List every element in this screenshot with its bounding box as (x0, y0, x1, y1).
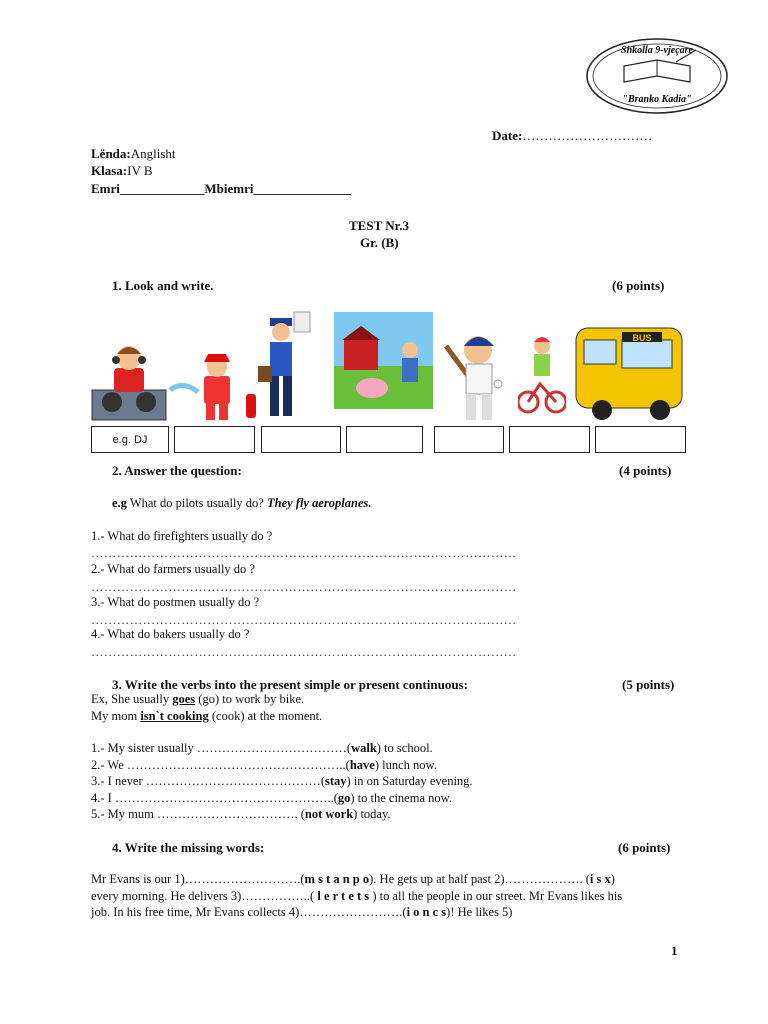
ex2-heading: 2. Answer the question: (112, 463, 242, 478)
ex2-question-2: 2.- What do farmers usually do ? (91, 562, 255, 576)
answer-box-3[interactable] (261, 426, 341, 453)
ex1-points: (6 points) (612, 278, 665, 293)
answer-box-4[interactable] (346, 426, 423, 453)
ex2-example: e.g What do pilots usually do? They fly aeroplanes. (112, 496, 372, 510)
date-field: Date:………………………… (492, 128, 653, 143)
test-title: TEST Nr.3 (349, 218, 409, 233)
ex3-example-1: Ex, She usually goes (go) to work by bike. (91, 692, 305, 706)
ex3-points: (5 points) (622, 677, 675, 692)
ex2-points: (4 points) (619, 463, 672, 478)
ex3-item-1[interactable]: 1.- My sister usually ………………………………(walk) to school. (91, 741, 433, 755)
ex4-paragraph-line-2[interactable]: every morning. He delivers 3)……………..( l e r t e t s ) to all the people in our street. Mr Evans likes his (91, 889, 623, 903)
dj-picture (90, 342, 168, 424)
answer-box-5[interactable] (434, 426, 504, 453)
subject-row: Lënda:Anglisht (91, 146, 176, 161)
logo-top-text: Shkolla 9-vjeçare (621, 45, 693, 56)
answer-box-1[interactable]: e.g. DJ (91, 426, 169, 453)
test-group: Gr. (B) (360, 235, 399, 250)
class-row: Klasa:IV B (91, 163, 153, 178)
ex4-heading: 4. Write the missing words: (112, 840, 265, 855)
ex2-answer-line-3[interactable]: ……………………………………………………………………………………… (91, 613, 517, 627)
ex4-points: (6 points) (618, 840, 671, 855)
farm-picture (334, 312, 433, 409)
ex2-question-1: 1.- What do firefighters usually do ? (91, 529, 273, 543)
ex2-question-3: 3.- What do postmen usually do ? (91, 595, 260, 609)
page-number: 1 (671, 943, 678, 958)
firefighter-picture (168, 350, 262, 424)
ex2-answer-line-4[interactable]: ……………………………………………………………………………………… (91, 645, 517, 659)
ex4-paragraph-line-1[interactable]: Mr Evans is our 1)……………………….(m s t a n p o). He gets up at half past 2)………………. (i s x) (91, 872, 615, 886)
answer-box-6[interactable] (509, 426, 590, 453)
answer-box-7[interactable] (595, 426, 686, 453)
logo-bottom-text: "Branko Kadia" (622, 94, 692, 105)
ex3-item-4[interactable]: 4.- I ……………………………………………..(go) to the cinema now. (91, 791, 452, 805)
answer-box-2[interactable] (174, 426, 255, 453)
svg-text:BUS: BUS (632, 333, 652, 343)
cyclist-picture (518, 332, 566, 418)
ex3-heading: 3. Write the verbs into the present simple or present continuous: (112, 677, 468, 692)
baseball-player-picture (442, 328, 508, 424)
ex3-item-2[interactable]: 2.- We ……………………………………………..(have) lunch now. (91, 758, 437, 772)
ex4-paragraph-line-3[interactable]: job. In his free time, Mr Evans collects 4)…………………….(i o n c s)! He likes 5) (91, 905, 513, 919)
ex2-answer-line-2[interactable]: ……………………………………………………………………………………… (91, 580, 517, 594)
ex2-question-4: 4.- What do bakers usually do ? (91, 627, 250, 641)
name-row: Emri_____________Mbiemri_______________ (91, 181, 351, 196)
postman-picture (256, 308, 312, 424)
ex1-heading: 1. Look and write. (112, 278, 214, 293)
bus-picture (572, 318, 688, 424)
school-logo (584, 36, 730, 116)
ex3-item-3[interactable]: 3.- I never ……………………………………(stay) in on Saturday evening. (91, 774, 473, 788)
ex2-answer-line-1[interactable]: ……………………………………………………………………………………… (91, 546, 517, 560)
ex3-item-5[interactable]: 5.- My mum ……………………………. (not work) today. (91, 807, 391, 821)
ex3-example-2: My mom isn`t cooking (cook) at the moment. (91, 709, 323, 723)
